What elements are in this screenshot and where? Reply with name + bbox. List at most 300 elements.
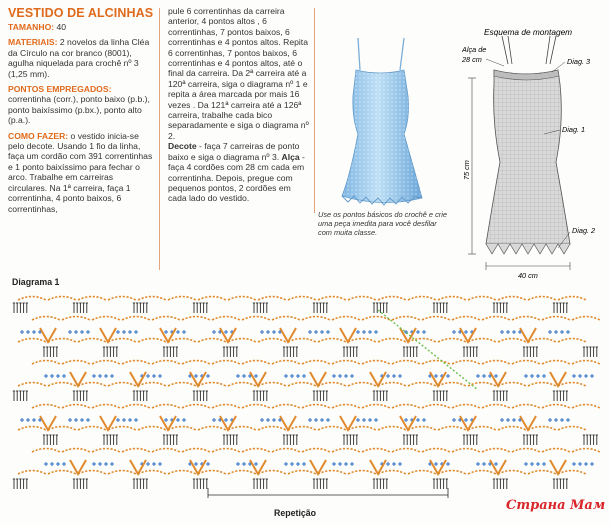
sc-cross <box>584 374 588 378</box>
sc-cross <box>464 330 468 334</box>
sc-cross <box>242 462 246 466</box>
chain-arc <box>528 339 556 343</box>
chain-arc <box>512 405 540 409</box>
chain-arc <box>138 297 166 301</box>
sc-cross <box>44 462 48 466</box>
sc-cross <box>374 418 378 422</box>
chain-arc <box>258 427 286 431</box>
sc-cross <box>320 330 324 334</box>
chain-arc <box>288 427 316 431</box>
sc-cross <box>500 418 504 422</box>
sc-cross <box>374 330 378 334</box>
chain-arc <box>392 449 420 453</box>
chain-arc <box>152 405 180 409</box>
sc-cross <box>494 374 498 378</box>
materiais-text: 2 novelos da linha Cléa da Círculo na cor branco (8001), agulha niquelada para crochê nº 3 (1,25 mm). <box>8 37 150 79</box>
chain-arc <box>48 339 76 343</box>
sc-cross <box>446 374 450 378</box>
sc-cross <box>530 374 534 378</box>
dress-photo <box>318 36 450 212</box>
sc-cross <box>446 462 450 466</box>
sc-cross <box>392 374 396 378</box>
chain-arc <box>288 471 316 475</box>
sc-cross <box>572 462 576 466</box>
sc-cross <box>422 418 426 422</box>
chain-arc <box>152 317 180 321</box>
sc-cross <box>206 462 210 466</box>
sc-cross <box>104 374 108 378</box>
chain-arc <box>468 471 496 475</box>
sc-cross <box>512 330 516 334</box>
chain-arc <box>392 317 420 321</box>
sc-cross <box>536 374 540 378</box>
sc-cross <box>548 418 552 422</box>
chain-arc <box>168 427 196 431</box>
chain-arc <box>92 361 120 365</box>
chain-arc <box>258 383 286 387</box>
sc-cross <box>368 330 372 334</box>
sc-cross <box>260 418 264 422</box>
chain-arc <box>92 449 120 453</box>
chain-arc <box>542 449 570 453</box>
sc-cross <box>290 462 294 466</box>
sc-cross <box>182 330 186 334</box>
sc-cross <box>386 374 390 378</box>
sc-cross <box>536 462 540 466</box>
chain-arc <box>242 449 270 453</box>
col2-paragraph: pule 6 correntinhas da carreira anterior, 4 pontos altos , 6 correntinhas, 7 pontos baixos, 6 correntinhas e 4 pontos altos. Repita 6 correntinhas, 7 pontos baixos, 6 correntinhas e 4 pontos altos, até o final da carreira. Da 2ª carreira até a 120ª carreira, siga o diagrama nº 1 e repita a área marcada por mais 16 vezes . Da 121ª carreira até a 126ª carreira, trabalhe cada bico separadamente e siga o diagrama nº 2. <box>168 6 309 141</box>
schema-width: 40 cm <box>518 271 538 280</box>
chain-arc <box>392 361 420 365</box>
chain-arc <box>288 383 316 387</box>
schema-title: Esquema de montagem <box>484 27 573 37</box>
chain-arc <box>572 449 600 453</box>
instructions-column-2 <box>168 6 310 204</box>
chain-arc <box>62 317 90 321</box>
sc-cross <box>530 462 534 466</box>
sc-cross <box>308 418 312 422</box>
chain-arc <box>408 471 436 475</box>
sc-cross <box>524 462 528 466</box>
sc-cross <box>50 462 54 466</box>
sc-cross <box>590 462 594 466</box>
sc-cross <box>416 330 420 334</box>
sc-cross <box>146 462 150 466</box>
sc-cross <box>32 330 36 334</box>
sc-cross <box>296 374 300 378</box>
sc-cross <box>338 374 342 378</box>
chain-arc <box>362 361 390 365</box>
chain-arc <box>258 339 286 343</box>
schema-height: 75 cm <box>462 160 471 180</box>
chain-arc <box>48 383 76 387</box>
chain-arc <box>212 449 240 453</box>
chain-arc <box>482 449 510 453</box>
chain-arc <box>468 297 496 301</box>
sc-cross <box>350 374 354 378</box>
chain-arc <box>302 361 330 365</box>
chain-arc <box>32 449 60 453</box>
schema-alca-label: Alça de <box>462 45 487 54</box>
chain-arc <box>512 449 540 453</box>
sc-cross <box>164 418 168 422</box>
chain-arc <box>332 361 360 365</box>
sc-cross <box>422 330 426 334</box>
sc-cross <box>578 374 582 378</box>
sc-cross <box>344 374 348 378</box>
chain-arc <box>318 427 346 431</box>
sc-cross <box>452 330 456 334</box>
sc-cross <box>554 330 558 334</box>
alca-text: - faça 4 cordões com 28 cm cada em correntinha. Depois, pregue com pequenos pontos, 2 cordões em cada lado do vestido. <box>168 151 305 204</box>
chain-arc <box>482 405 510 409</box>
chain-arc <box>272 317 300 321</box>
sc-cross <box>80 330 84 334</box>
sc-cross <box>74 330 78 334</box>
chain-arc <box>302 449 330 453</box>
chain-arc <box>558 339 586 343</box>
sc-cross <box>68 330 72 334</box>
chain-arc <box>572 361 600 365</box>
repeat-label: Repetição <box>274 508 317 518</box>
chain-arc <box>212 361 240 365</box>
chain-arc <box>378 339 406 343</box>
chain-arc <box>378 383 406 387</box>
chain-arc <box>48 427 76 431</box>
sc-cross <box>116 330 120 334</box>
sc-cross <box>560 330 564 334</box>
chain-arc <box>528 297 556 301</box>
sc-cross <box>212 418 216 422</box>
chain-arc <box>378 297 406 301</box>
chain-arc <box>78 427 106 431</box>
chain-arc <box>242 405 270 409</box>
chain-arc <box>572 317 600 321</box>
chain-arc <box>572 405 600 409</box>
assembly-schema <box>462 22 602 282</box>
sc-cross <box>50 374 54 378</box>
sc-cross <box>62 374 66 378</box>
chain-arc <box>332 405 360 409</box>
materiais-label: MATERIAIS: <box>8 37 58 48</box>
sc-cross <box>80 418 84 422</box>
sc-cross <box>494 462 498 466</box>
chain-arc <box>138 471 166 475</box>
chain-arc <box>228 471 256 475</box>
sc-cross <box>512 418 516 422</box>
decote-text: - faça 7 carreiras de ponto baixo e siga o diagrama nº 3. <box>168 141 300 162</box>
chain-arc <box>228 297 256 301</box>
sc-cross <box>56 374 60 378</box>
sc-cross <box>254 374 258 378</box>
chain-arc <box>48 471 76 475</box>
chain-arc <box>318 471 346 475</box>
chain-arc <box>198 471 226 475</box>
chain-arc <box>288 339 316 343</box>
sc-cross <box>104 462 108 466</box>
chain-arc <box>348 339 376 343</box>
chain-arc <box>558 297 586 301</box>
chain-arc <box>438 339 466 343</box>
chain-arc <box>138 339 166 343</box>
sc-cross <box>134 330 138 334</box>
chain-arc <box>318 339 346 343</box>
sc-cross <box>176 418 180 422</box>
sc-cross <box>272 330 276 334</box>
chain-arc <box>168 297 196 301</box>
chain-arc <box>438 297 466 301</box>
chain-arc <box>438 427 466 431</box>
sc-cross <box>254 462 258 466</box>
chain-arc <box>468 427 496 431</box>
sc-cross <box>566 330 570 334</box>
chain-arc <box>108 297 136 301</box>
sc-cross <box>20 330 24 334</box>
sc-cross <box>362 330 366 334</box>
sc-cross <box>86 418 90 422</box>
sc-cross <box>350 462 354 466</box>
sc-cross <box>122 330 126 334</box>
sc-cross <box>164 330 168 334</box>
chain-arc <box>78 339 106 343</box>
sc-cross <box>182 418 186 422</box>
sc-cross <box>404 418 408 422</box>
sc-cross <box>206 374 210 378</box>
chain-arc <box>122 361 150 365</box>
sc-cross <box>20 418 24 422</box>
sc-cross <box>314 330 318 334</box>
chain-arc <box>62 361 90 365</box>
sc-cross <box>128 418 132 422</box>
crochet-diagram <box>8 290 604 500</box>
chain-arc <box>182 405 210 409</box>
sc-cross <box>92 374 96 378</box>
chain-arc <box>18 471 46 475</box>
sc-cross <box>344 462 348 466</box>
sc-cross <box>68 418 72 422</box>
chain-arc <box>302 317 330 321</box>
sc-cross <box>302 462 306 466</box>
sc-cross <box>368 418 372 422</box>
sc-cross <box>356 418 360 422</box>
chain-arc <box>108 383 136 387</box>
sc-cross <box>236 374 240 378</box>
sc-cross <box>506 330 510 334</box>
chain-arc <box>78 471 106 475</box>
chain-arc <box>452 405 480 409</box>
chain-arc <box>422 449 450 453</box>
sc-cross <box>128 330 132 334</box>
chain-arc <box>168 471 196 475</box>
chain-arc <box>498 427 526 431</box>
sc-cross <box>392 462 396 466</box>
sc-cross <box>386 462 390 466</box>
sc-cross <box>26 330 30 334</box>
sc-cross <box>554 418 558 422</box>
chain-arc <box>182 361 210 365</box>
chain-arc <box>438 471 466 475</box>
chain-arc <box>108 339 136 343</box>
chain-arc <box>422 361 450 365</box>
pontos-text: correntinha (corr.), ponto baixo (p.b.), ponto baixíssimo (p.bx.), ponto alto (p.a.). <box>8 94 150 126</box>
sc-cross <box>44 374 48 378</box>
chain-arc <box>452 317 480 321</box>
alca-label: Alça <box>281 151 300 162</box>
sc-cross <box>116 418 120 422</box>
sc-cross <box>500 330 504 334</box>
chain-arc <box>78 297 106 301</box>
chain-arc <box>242 361 270 365</box>
pattern-title: VESTIDO DE ALCINHAS <box>8 6 154 20</box>
chain-arc <box>528 471 556 475</box>
sc-cross <box>242 374 246 378</box>
chain-arc <box>318 383 346 387</box>
sc-cross <box>290 374 294 378</box>
chain-arc <box>198 383 226 387</box>
chain-arc <box>228 427 256 431</box>
chain-arc <box>362 449 390 453</box>
chain-arc <box>422 317 450 321</box>
chain-arc <box>122 405 150 409</box>
sc-cross <box>134 418 138 422</box>
chain-arc <box>438 383 466 387</box>
chain-arc <box>152 361 180 365</box>
chain-arc <box>452 361 480 365</box>
sc-cross <box>158 374 162 378</box>
sc-cross <box>224 330 228 334</box>
sc-cross <box>476 374 480 378</box>
chain-arc <box>18 383 46 387</box>
sc-cross <box>146 374 150 378</box>
sc-cross <box>560 418 564 422</box>
sc-cross <box>578 462 582 466</box>
sc-cross <box>476 462 480 466</box>
chain-arc <box>182 449 210 453</box>
sc-cross <box>32 418 36 422</box>
chain-arc <box>198 339 226 343</box>
chain-arc <box>108 471 136 475</box>
chain-arc <box>558 471 586 475</box>
chain-arc <box>258 297 286 301</box>
chain-arc <box>558 427 586 431</box>
sc-cross <box>176 330 180 334</box>
sc-cross <box>194 462 198 466</box>
chain-arc <box>48 297 76 301</box>
sc-cross <box>110 374 114 378</box>
chain-arc <box>138 427 166 431</box>
chain-arc <box>92 405 120 409</box>
chain-arc <box>122 449 150 453</box>
sc-cross <box>272 418 276 422</box>
chain-arc <box>498 471 526 475</box>
photo-caption: Use os pontos básicos do crochê e crie uma peça imedita para você desfilar com muita classe. <box>318 210 447 237</box>
chain-arc <box>332 449 360 453</box>
chain-arc <box>348 383 376 387</box>
sc-cross <box>98 374 102 378</box>
sc-cross <box>542 374 546 378</box>
sc-cross <box>260 330 264 334</box>
como-fazer-label: COMO FAZER: <box>8 130 69 141</box>
chain-arc <box>168 383 196 387</box>
chain-arc <box>242 317 270 321</box>
chain-arc <box>228 383 256 387</box>
chain-arc <box>78 383 106 387</box>
chain-arc <box>362 405 390 409</box>
sc-cross <box>332 374 336 378</box>
sc-cross <box>56 462 60 466</box>
chain-arc <box>228 339 256 343</box>
chain-arc <box>318 297 346 301</box>
chain-arc <box>332 317 360 321</box>
chain-arc <box>152 449 180 453</box>
chain-arc <box>498 383 526 387</box>
sc-cross <box>152 462 156 466</box>
sc-cross <box>62 462 66 466</box>
chain-arc <box>32 405 60 409</box>
chain-arc <box>258 471 286 475</box>
chain-arc <box>528 427 556 431</box>
chain-arc <box>348 471 376 475</box>
pontos-label: PONTOS EMPREGADOS: <box>8 84 112 95</box>
chain-arc <box>302 405 330 409</box>
sc-cross <box>326 330 330 334</box>
sc-cross <box>356 330 360 334</box>
sc-cross <box>548 330 552 334</box>
sc-cross <box>590 374 594 378</box>
chain-arc <box>182 317 210 321</box>
schema-diag1: Diag. 1 <box>562 125 586 134</box>
chain-arc <box>498 339 526 343</box>
chain-arc <box>272 361 300 365</box>
chain-arc <box>32 317 60 321</box>
chain-arc <box>18 297 46 301</box>
sc-cross <box>332 462 336 466</box>
sc-cross <box>92 462 96 466</box>
chain-arc <box>212 405 240 409</box>
sc-cross <box>416 418 420 422</box>
decote-label: Decote <box>168 141 197 152</box>
chain-arc <box>528 383 556 387</box>
chain-arc <box>18 427 46 431</box>
chain-arc <box>62 449 90 453</box>
chain-arc <box>512 361 540 365</box>
chain-arc <box>408 339 436 343</box>
chain-arc <box>558 383 586 387</box>
chain-arc <box>212 317 240 321</box>
sc-cross <box>362 418 366 422</box>
sc-cross <box>74 418 78 422</box>
chain-arc <box>408 427 436 431</box>
schema-diag3: Diag. 3 <box>567 57 591 66</box>
sc-cross <box>212 330 216 334</box>
sc-cross <box>284 462 288 466</box>
chain-arc <box>408 383 436 387</box>
instructions-column-1 <box>8 22 153 214</box>
chain-arc <box>138 383 166 387</box>
chain-arc <box>482 361 510 365</box>
chain-arc <box>542 405 570 409</box>
chain-arc <box>378 471 406 475</box>
chain-arc <box>288 297 316 301</box>
sc-cross <box>398 462 402 466</box>
sc-cross <box>302 374 306 378</box>
tamanho-value: 40 <box>54 22 67 32</box>
chain-arc <box>348 427 376 431</box>
chain-arc <box>32 361 60 365</box>
sc-cross <box>122 418 126 422</box>
chain-arc <box>452 449 480 453</box>
chain-arc <box>392 405 420 409</box>
